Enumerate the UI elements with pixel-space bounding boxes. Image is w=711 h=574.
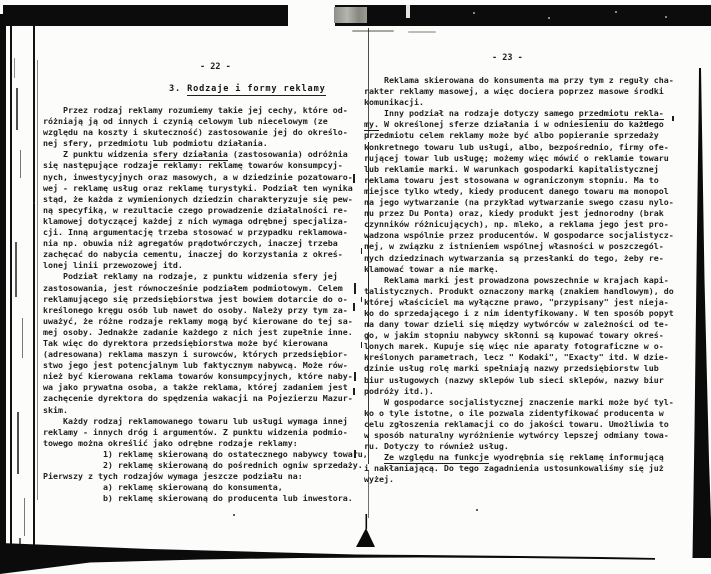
scan-scratch <box>19 538 21 552</box>
text-line: reklamy - innych dróg i argumentów. Z punktu widzenia podmio- <box>43 426 348 437</box>
text-line: czynników różnicujących), np. mleko, a reklama jego jest pro- <box>364 219 669 230</box>
text-line: b) reklamę skierowaną do producenta lub inwestora. <box>43 493 353 504</box>
text-line: nu przez Du Ponta) oraz, kiedy produkt jest jednorodny (brak <box>364 208 664 219</box>
text-line: stwo jego jest potencjalnym lub faktycznym nabywcą. Może rów- <box>43 360 348 371</box>
text-line: a) reklamę skierowaną do konsumenta, <box>43 482 283 493</box>
text-line: nych, inwestycyjnych oraz masowych, a w dziedzinie pozatowaro- <box>43 171 353 182</box>
text-line: reklama towaru jest stosowana w ograniczonym stopniu. Ma to <box>364 174 659 185</box>
text-line: nia np. obuwia niż agregatów prądotwórczych, inaczej trzeba <box>43 238 338 249</box>
text-line: lonej linii przewozowej itd. <box>43 260 183 271</box>
text-line: miejsce tylko wtedy, kiedy producent danego towaru ma monopol <box>364 185 669 196</box>
page-left-text <box>43 105 368 504</box>
scan-scratch <box>22 318 23 358</box>
scan-scratch <box>24 498 25 536</box>
text-line: mej osoby. Jednakże zadanie każdego z nich jest zupełnie inne. <box>43 326 353 337</box>
text-line: wadzona wspólnie przez producentów. W gospodarce socjalistycz- <box>364 230 674 241</box>
text-line: klamowej dotyczącej każdej z nich wymaga odrębnej specjaliza- <box>43 215 348 226</box>
text-line: nych dziedzinach wytwarzania są przesłanki do tego, żeby re- <box>364 252 664 263</box>
text-line: Przez rodzaj reklamy rozumiemy takie jej cechy, które od- <box>43 105 348 115</box>
text-line: biur usługowych (nazwy sklepów lub sieci sklepów, nazwy biur <box>364 374 664 385</box>
scan-mark <box>352 30 394 32</box>
text-line: celu zgłoszenia reklamacji co do jakości towaru. Umożliwia to <box>364 418 669 429</box>
text-line: Inny podział na rodzaje dotyczy samego przedmiotu rekla- <box>364 108 664 119</box>
text-line: Ze względu na funkcje wyodrębnia się reklamę informującą <box>383 452 664 463</box>
text-line: cji. Inną argumentację trzeba stosować w przypadku reklamowa- <box>43 227 348 238</box>
text-line: Reklama skierowana do konsumenta ma przy tym z reguły cha- <box>364 75 674 85</box>
text-line: na jego wytwarzanie (na przykład wytwarzanie swego czasu nylo- <box>364 197 674 208</box>
scan-scratch <box>17 412 19 474</box>
text-line: Z punktu widzenia sfery działania (zastosowania) odróżnia <box>43 149 348 160</box>
text-line: w sposób naturalny wyróżnienie wytwórcy lepszej odmiany towa- <box>364 430 669 440</box>
text-line: nież być kierowana reklama towarów konsumpcyjnych, które naby- <box>43 371 353 382</box>
text-line: konkretnego towaru lub usługi, albo, bezpośrednio, firmy ofe- <box>364 141 669 152</box>
text-line: dzinie usług rolę marki spełniają nazwy przedsiębiorstw lub <box>364 363 659 374</box>
text-line: wyżej. <box>364 474 394 485</box>
scan-scratch <box>15 242 17 297</box>
page-right-text <box>364 75 694 485</box>
text-line: zachęcenie dyrektora do spędzenia wakacji na Pojezierzu Mazur- <box>43 393 353 404</box>
text-line: i nakłaniającą. Do tego zagadnienia ustosunkowaliśmy się już <box>364 463 664 474</box>
scan-mark <box>408 31 436 33</box>
text-line: się następujące rodzaje reklamy: reklamę towarów konsumpcyj- <box>43 160 343 171</box>
scan-scratch <box>20 150 21 178</box>
page-number-left: - 22 - <box>200 62 231 72</box>
text-line: Pierwszy z tych rodzajów wymaga jeszcze podziału na: <box>43 471 303 482</box>
text-line: na dany towar dzieli się między wytwórców w zależności od te- <box>364 319 669 330</box>
text-line: go, w jakim stopniu nabywcy skłonni są kupować towary okreś- <box>364 330 664 341</box>
text-line: kreślonych parametrach, lecz " Kodaki", "Exacty" itd. W dzie- <box>364 352 669 363</box>
scan-border-nick <box>406 5 410 18</box>
text-line: Reklama marki jest prowadzona powszechnie w krajach kapi- <box>364 274 669 285</box>
text-line: komunikacji. <box>364 97 424 108</box>
text-line: Tak więc do dyrektora przedsiębiorstwa może być kierowana <box>43 337 328 348</box>
page-number-right: - 23 - <box>492 53 523 63</box>
scan-border-gap <box>288 4 335 27</box>
text-line: towego można określić jako odrębne rodzaje reklamy: <box>43 437 298 448</box>
scan-scratch <box>16 88 18 130</box>
text-line: uważyć, że różne rodzaje reklamy mogą być kierowane do tej sa- <box>43 315 353 326</box>
text-line: wa jako prywatna osoba, a także reklama, której zadaniem jest <box>43 382 348 393</box>
text-line: talistycznych. Produkt oznaczony marką (znakiem handlowym), do <box>364 285 674 296</box>
scan-left-border <box>0 14 6 568</box>
text-line: względu na koszty i skuteczność) zastosowanie jej do określo- <box>43 127 348 138</box>
text-line: reklamującego się przedsiębiorstwa jest bowiem dotarcie do o- <box>43 293 348 304</box>
text-line: ru. Dotyczy to również usług. <box>364 441 509 452</box>
text-line: ną specyfiką, w rezultacie czego prowadzenie działalności re- <box>43 204 348 215</box>
text-line: 1) reklamę skierowaną do ostatecznego nabywcy towaru, <box>43 448 368 459</box>
text-line: Podział reklamy na rodzaje, z punktu widzenia sfery jej <box>43 271 338 282</box>
binding-line <box>10 26 12 554</box>
text-line: skim. <box>43 404 68 415</box>
text-line: Każdy rodzaj reklamowanego towaru lub usługi wymaga innej <box>43 415 348 426</box>
binding-line <box>37 60 38 500</box>
scan-speck <box>233 514 235 516</box>
text-line: ko do sprzedającego i z nim identyfikowany. W ten sposób popyt <box>364 307 674 318</box>
text-line: 2) reklamę skierowaną do pośrednich ogniw sprzedaży. <box>43 460 363 470</box>
text-line: rującej towar lub usługę; możemy więc mówić o reklamie towaru <box>364 152 669 163</box>
scan-speck <box>33 202 35 204</box>
text-line: różniają ją od innych i czynią celowym lub niecelowym (ze <box>43 116 328 127</box>
text-line: nej sfery, przedmiotu lub podmiotu działania. <box>43 138 268 149</box>
text-line: podróży itd.). <box>364 385 434 396</box>
text-line: W gospodarce socjalistycznej znaczenie marki może być tyl- <box>364 396 674 407</box>
text-line: my. W określonej sferze działania i w odniesieniu do każdego <box>364 119 664 130</box>
text-line: przedmiotu celem reklamy może być albo popieranie sprzedaży <box>364 130 659 141</box>
text-line: ko o tyle istotne, o ile pozwala zidentyfikować producenta w <box>364 407 664 418</box>
text-line: której właściciel ma wyłączne prawo, "przypisany" jest nieja- <box>364 296 669 307</box>
text-line: nej, w związku z istnieniem wspólnej własności w poszczegól- <box>364 241 664 252</box>
text-line: rakter reklamy masowej, a więc dociera poprzez masowe środki <box>364 86 664 97</box>
text-line: kreślonego kręgu osób lub nawet do osoby. Należy przy tym za- <box>43 304 348 315</box>
binding-line <box>10 25 35 26</box>
scan-smudge <box>334 7 367 23</box>
text-line: lonych marek. Kupuje się więc nie aparaty fotograficzne w o- <box>364 341 664 352</box>
text-line: zachęcać do nabycia cementu, inaczej do korzystania z okreś- <box>43 249 343 260</box>
section-heading: 3. Rodzaje i formy reklamy <box>169 84 326 94</box>
text-line: lub reklamie marki. W warunkach gospodarki kapitalistycznej <box>364 163 659 174</box>
text-line: klamować towar a nie markę. <box>364 263 499 274</box>
text-line: (adresowana) reklama maszyn i surowców, których przedsiębior- <box>43 349 348 360</box>
scan-speck <box>476 509 478 511</box>
binding-line <box>33 24 35 556</box>
text-line: wej - reklamę usług oraz reklamę turystyki. Podział ten wynika <box>43 182 353 193</box>
text-line: zastosowania, jest równocześnie podziałem podmiotowym. Celem <box>43 282 343 293</box>
scan-scratch <box>14 58 15 78</box>
text-line: stąd, że każda z wymienionych dziedzin charakteryzuje się pew- <box>43 193 353 204</box>
